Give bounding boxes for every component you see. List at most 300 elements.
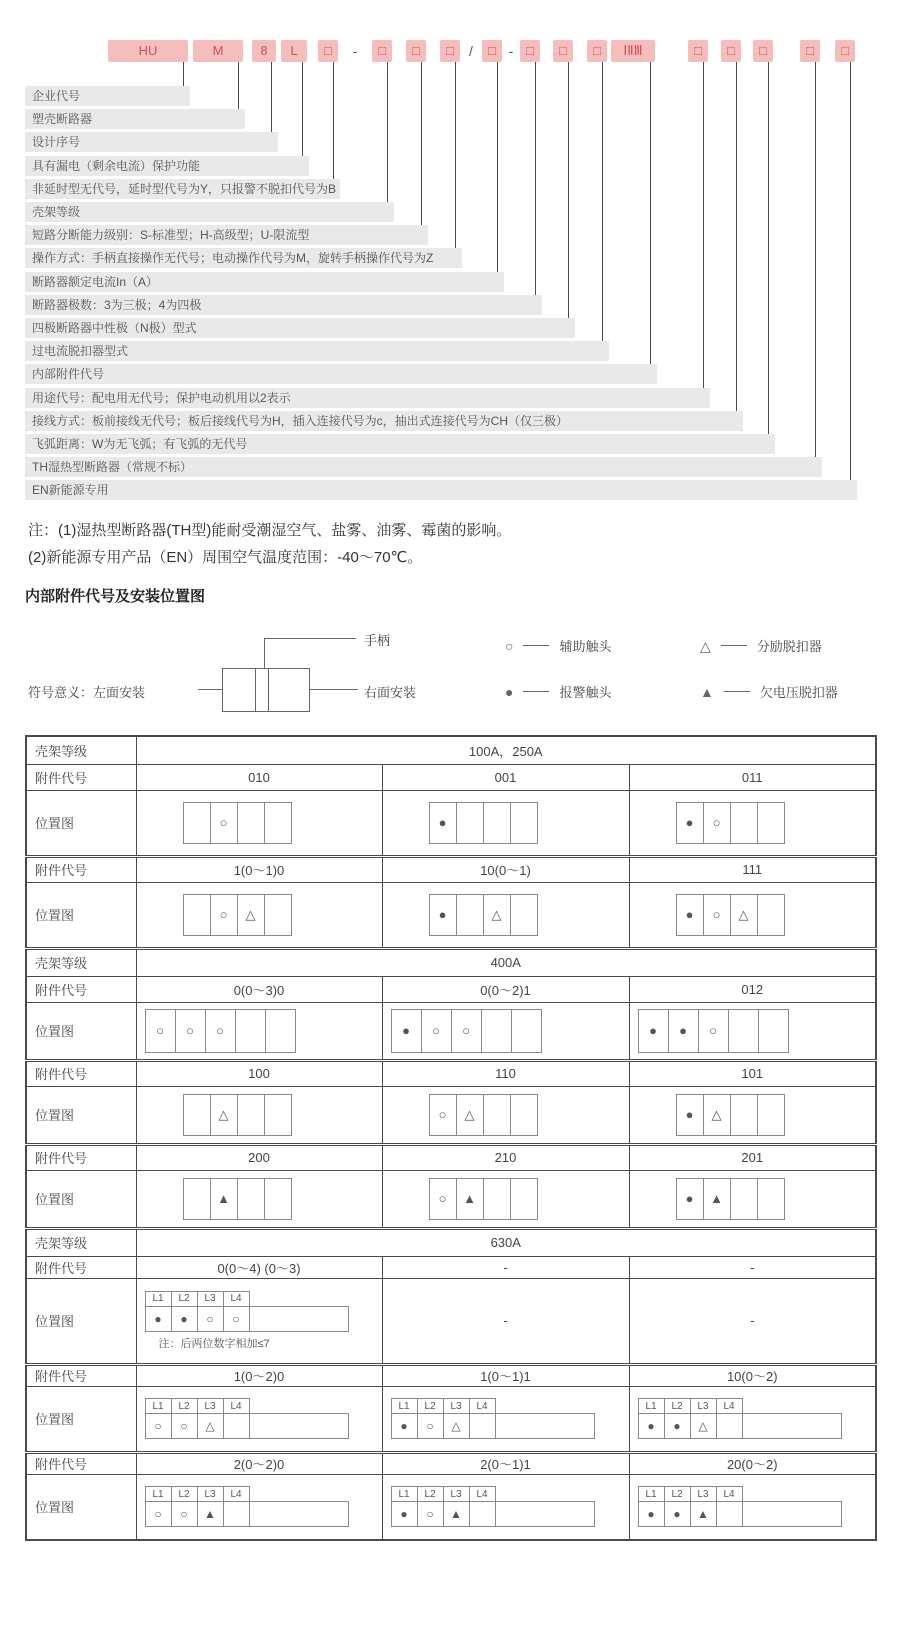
legend-item-label: 分励脱扣器 xyxy=(756,639,822,654)
code-meaning-bar: 飞弧距离：W为无飞弧；有飞弧的无代号 xyxy=(25,434,775,454)
diagram-cell: ● xyxy=(145,1306,172,1332)
accessory-code-cell: 2(0～1)1 xyxy=(382,1452,629,1474)
phase-label-cell: L4 xyxy=(716,1398,743,1414)
phase-label-cell: L3 xyxy=(690,1398,717,1414)
accessory-code-cell: 1(0～1)1 xyxy=(382,1364,629,1386)
phase-label-cell: L3 xyxy=(197,1291,224,1307)
phase-label-cell: L2 xyxy=(417,1486,444,1502)
diagram-cell-row xyxy=(638,1501,876,1527)
model-code-box: □ xyxy=(406,40,426,62)
legend-dash-line xyxy=(724,691,750,692)
accessory-code-cell: 10(0～2) xyxy=(629,1364,876,1386)
row-header-cell: 壳架等级 xyxy=(26,736,136,764)
diagram-cell xyxy=(249,1413,349,1439)
row-header-cell: 附件代号 xyxy=(26,1144,136,1170)
connector-line xyxy=(535,62,536,295)
row-header-cell: 位置图 xyxy=(26,1002,136,1060)
diagram-cell: ● xyxy=(638,1413,665,1439)
accessory-code-cell: 0(0～2)1 xyxy=(382,976,629,1002)
table-row xyxy=(26,790,876,856)
row-header-cell: 壳架等级 xyxy=(26,1228,136,1256)
diagram-cell: ○ xyxy=(417,1413,444,1439)
diagram-cell xyxy=(716,1413,743,1439)
legend-symbol-icon: △ xyxy=(700,637,711,654)
position-diagram-cell xyxy=(382,1278,629,1364)
diagram-cell: △ xyxy=(730,894,758,936)
diagram-cell: ○ xyxy=(223,1306,250,1332)
connector-line xyxy=(650,62,651,364)
note-line-2: (2)新能源专用产品（EN）周围空气温度范围：-40～70℃。 xyxy=(28,549,423,566)
diagram-cell: ○ xyxy=(703,894,731,936)
model-code-box: □ xyxy=(753,40,773,62)
diagram-cell: ● xyxy=(429,802,457,844)
row-header-cell: 附件代号 xyxy=(26,1060,136,1086)
diagram-cell: ○ xyxy=(145,1413,172,1439)
diagram-cell: △ xyxy=(237,894,265,936)
diagram-cell: ▲ xyxy=(443,1501,470,1527)
diagram-cell xyxy=(456,894,484,936)
row-header-cell: 位置图 xyxy=(26,1086,136,1144)
row-header-cell: 附件代号 xyxy=(26,1256,136,1278)
code-meaning-bar: 短路分断能力级别：S-标准型；H-高级型；U-限流型 xyxy=(25,225,428,245)
diagram-cell xyxy=(469,1501,496,1527)
code-meaning-bar: 具有漏电（剩余电流）保护功能 xyxy=(25,156,309,176)
accessory-code-cell: 010 xyxy=(136,764,382,790)
row-header-cell: 位置图 xyxy=(26,1386,136,1452)
diagram-cell xyxy=(510,802,538,844)
model-code-box: □ xyxy=(440,40,460,62)
accessory-code-cell: 1(0～1)0 xyxy=(136,856,382,882)
phase-label-row xyxy=(145,1486,382,1502)
position-diagram xyxy=(183,894,382,936)
right-mount-label: 右面安装 xyxy=(364,685,417,700)
accessory-code-cell: 200 xyxy=(136,1144,382,1170)
position-diagram xyxy=(676,1094,876,1136)
row-header-cell: 位置图 xyxy=(26,790,136,856)
model-code-box: □ xyxy=(520,40,540,62)
phase-label-row xyxy=(638,1398,876,1414)
diagram-cell xyxy=(183,1094,211,1136)
accessory-code-cell: 101 xyxy=(629,1060,876,1086)
position-diagram xyxy=(638,1486,876,1527)
diagram-cell xyxy=(757,1178,785,1220)
diagram-cell xyxy=(183,1178,211,1220)
code-meaning-bar: 内部附件代号 xyxy=(25,364,657,384)
diagram-cell: ○ xyxy=(421,1009,452,1053)
legend-item-label: 辅助触头 xyxy=(559,639,612,654)
diagram-cell xyxy=(757,1094,785,1136)
frame-size-cell: 100A，250A xyxy=(136,736,876,764)
diagram-cell: ○ xyxy=(145,1501,172,1527)
accessory-table-body xyxy=(26,736,876,1540)
handle-lead-line xyxy=(264,638,356,639)
position-diagram: - xyxy=(750,1313,755,1328)
table-row xyxy=(26,1060,876,1086)
code-meaning-bar: 过电流脱扣器型式 xyxy=(25,341,609,361)
diagram-cell: ● xyxy=(429,894,457,936)
position-diagram xyxy=(638,1398,876,1439)
diagram-cell: △ xyxy=(197,1413,224,1439)
legend-dash-line xyxy=(523,645,549,646)
position-diagram-cell xyxy=(136,790,382,856)
row-header-cell: 位置图 xyxy=(26,1170,136,1228)
handle-label: 手柄 xyxy=(364,633,391,648)
diagram-cell: ▲ xyxy=(703,1178,731,1220)
diagram-cell: ○ xyxy=(429,1178,457,1220)
position-diagram-cell xyxy=(136,1386,382,1452)
code-meaning-bar: 断路器极数：3为三极；4为四极 xyxy=(25,295,542,315)
model-code-box: □ xyxy=(587,40,607,62)
position-diagram xyxy=(183,802,382,844)
accessory-code-cell: 012 xyxy=(629,976,876,1002)
right-mount-line xyxy=(310,689,358,690)
table-row xyxy=(26,1364,876,1386)
table-row xyxy=(26,1086,876,1144)
position-diagram: - xyxy=(503,1313,508,1328)
position-diagram-cell xyxy=(629,1086,876,1144)
code-meaning-bar: TH湿热型断路器（常规不标） xyxy=(25,457,822,477)
diagram-cell: ○ xyxy=(205,1009,236,1053)
accessory-code-cell: - xyxy=(629,1256,876,1278)
position-diagram-cell xyxy=(136,1474,382,1540)
diagram-cell-row xyxy=(145,1413,382,1439)
position-diagram xyxy=(391,1398,629,1439)
accessory-code-cell: 1(0～2)0 xyxy=(136,1364,382,1386)
accessory-code-cell: - xyxy=(382,1256,629,1278)
diagram-cell: ○ xyxy=(429,1094,457,1136)
position-diagram-cell xyxy=(382,1086,629,1144)
diagram-cell xyxy=(183,894,211,936)
table-row xyxy=(26,1278,876,1364)
phase-label-cell: L1 xyxy=(638,1486,665,1502)
position-diagram-cell xyxy=(136,1278,382,1364)
diagram-cell-row xyxy=(145,1501,382,1527)
connector-line xyxy=(497,62,498,272)
diagram-cell: ● xyxy=(676,894,704,936)
model-code-box: □ xyxy=(688,40,708,62)
position-diagram-cell xyxy=(629,1386,876,1452)
diagram-cell-row xyxy=(638,1413,876,1439)
model-code-box: □ xyxy=(721,40,741,62)
position-diagram xyxy=(429,1094,629,1136)
position-diagram-cell xyxy=(629,1278,876,1364)
row-header-cell: 附件代号 xyxy=(26,1364,136,1386)
position-diagram-cell xyxy=(629,1474,876,1540)
code-meaning-bar: 企业代号 xyxy=(25,86,190,106)
diagram-cell xyxy=(469,1413,496,1439)
legend-item xyxy=(700,682,838,701)
phase-label-cell: L2 xyxy=(171,1486,198,1502)
position-diagram-cell xyxy=(382,1386,629,1452)
phase-label-row xyxy=(638,1486,876,1502)
diagram-cell: ▲ xyxy=(197,1501,224,1527)
diagram-cell: ○ xyxy=(175,1009,206,1053)
code-meaning-bar: EN新能源专用 xyxy=(25,480,857,500)
position-diagram xyxy=(676,1178,876,1220)
diagram-cell xyxy=(511,1009,542,1053)
model-code-box: 8 xyxy=(252,40,276,62)
phase-label-cell: L1 xyxy=(638,1398,665,1414)
position-diagram-cell xyxy=(382,790,629,856)
accessory-code-cell: 210 xyxy=(382,1144,629,1170)
breaker-figure xyxy=(222,668,310,712)
diagram-cell xyxy=(742,1413,842,1439)
diagram-cell: ○ xyxy=(451,1009,482,1053)
code-meaning-bar: 设计序号 xyxy=(25,132,278,152)
legend-symbol-icon: ○ xyxy=(505,637,514,654)
phase-label-cell: L3 xyxy=(443,1486,470,1502)
accessory-code-cell: 10(0～1) xyxy=(382,856,629,882)
model-code-box: HU xyxy=(108,40,188,62)
position-diagram-cell xyxy=(382,882,629,948)
table-row xyxy=(26,1386,876,1452)
diagram-cell: △ xyxy=(456,1094,484,1136)
phase-label-cell: L2 xyxy=(171,1291,198,1307)
diagram-cell-row xyxy=(391,1501,629,1527)
position-diagram xyxy=(391,1009,629,1053)
position-diagram xyxy=(391,1486,629,1527)
phase-label-cell: L4 xyxy=(716,1486,743,1502)
diagram-cell xyxy=(495,1501,595,1527)
row-header-cell: 附件代号 xyxy=(26,764,136,790)
accessory-code-cell: 0(0～3)0 xyxy=(136,976,382,1002)
phase-label-cell: L4 xyxy=(223,1398,250,1414)
model-code-box: □ xyxy=(482,40,502,62)
accessory-code-cell: 201 xyxy=(629,1144,876,1170)
code-meaning-bar: 四极断路器中性极（N极）型式 xyxy=(25,318,575,338)
connector-line xyxy=(602,62,603,341)
diagram-cell xyxy=(264,894,292,936)
connector-line xyxy=(455,62,456,248)
diagram-cell: ○ xyxy=(171,1501,198,1527)
diagram-cell: ● xyxy=(391,1413,418,1439)
connector-line xyxy=(333,62,334,179)
position-diagram-cell xyxy=(629,1002,876,1060)
diagram-cell: ● xyxy=(638,1009,669,1053)
phase-label-cell: L1 xyxy=(145,1398,172,1414)
phase-label-row xyxy=(391,1398,629,1414)
diagram-cell xyxy=(483,802,511,844)
table-row xyxy=(26,1452,876,1474)
phase-label-cell: L3 xyxy=(197,1398,224,1414)
table-row xyxy=(26,736,876,764)
model-code-box: L xyxy=(281,40,307,62)
diagram-cell: ▲ xyxy=(690,1501,717,1527)
table-row xyxy=(26,856,876,882)
row-header-cell: 附件代号 xyxy=(26,1452,136,1474)
frame-size-cell: 400A xyxy=(136,948,876,976)
accessory-table xyxy=(25,735,877,1541)
phase-label-cell: L2 xyxy=(664,1398,691,1414)
diagram-cell xyxy=(728,1009,759,1053)
section-title: 内部附件代号及安装位置图 xyxy=(25,588,206,605)
phase-label-cell: L4 xyxy=(223,1486,250,1502)
row-header-cell: 位置图 xyxy=(26,1278,136,1364)
diagram-cell xyxy=(249,1501,349,1527)
model-code-box: □ xyxy=(553,40,573,62)
position-diagram xyxy=(183,1178,382,1220)
accessory-code-cell: 111 xyxy=(629,856,876,882)
connector-line xyxy=(703,62,704,388)
accessory-code-cell: 20(0～2) xyxy=(629,1452,876,1474)
phase-label-cell: L1 xyxy=(391,1486,418,1502)
diagram-cell: △ xyxy=(443,1413,470,1439)
connector-line xyxy=(302,62,303,156)
position-diagram-cell xyxy=(136,1170,382,1228)
model-code-box: □ xyxy=(372,40,392,62)
diagram-cell xyxy=(183,802,211,844)
accessory-code-cell: 110 xyxy=(382,1060,629,1086)
table-row xyxy=(26,1474,876,1540)
row-header-cell: 壳架等级 xyxy=(26,948,136,976)
phase-label-cell: L2 xyxy=(417,1398,444,1414)
row-header-cell: 位置图 xyxy=(26,882,136,948)
legend-dash-line xyxy=(721,645,747,646)
diagram-cell xyxy=(730,1094,758,1136)
code-meaning-bar: 断路器额定电流In（A） xyxy=(25,272,504,292)
diagram-cell: ○ xyxy=(171,1413,198,1439)
connector-line xyxy=(850,62,851,480)
connector-line xyxy=(183,62,184,86)
position-diagram xyxy=(183,1094,382,1136)
table-row xyxy=(26,1256,876,1278)
diagram-cell xyxy=(483,1178,511,1220)
connector-line xyxy=(568,62,569,318)
legend-item-label: 报警触头 xyxy=(559,685,612,700)
diagram-cell: ● xyxy=(676,1094,704,1136)
position-diagram xyxy=(676,894,876,936)
phase-label-cell: L2 xyxy=(171,1398,198,1414)
diagram-cell: ● xyxy=(676,1178,704,1220)
phase-label-cell: L2 xyxy=(664,1486,691,1502)
diagram-cell xyxy=(249,1306,349,1332)
position-diagram xyxy=(145,1486,382,1527)
position-diagram xyxy=(638,1009,876,1053)
position-diagram xyxy=(145,1291,382,1351)
diagram-cell xyxy=(758,1009,789,1053)
mounting-legend xyxy=(0,620,900,732)
diagram-cell: ● xyxy=(668,1009,699,1053)
phase-label-row xyxy=(391,1486,629,1502)
position-diagram xyxy=(145,1009,382,1053)
model-code-box: M xyxy=(193,40,243,62)
handle-lead-line-vertical xyxy=(264,638,265,668)
diagram-cell: ● xyxy=(391,1501,418,1527)
diagram-cell: ● xyxy=(391,1009,422,1053)
diagram-cell xyxy=(481,1009,512,1053)
position-diagram-cell xyxy=(629,882,876,948)
code-meaning-bar: 用途代号：配电用无代号；保护电动机用以2表示 xyxy=(25,388,710,408)
phase-label-cell: L3 xyxy=(197,1486,224,1502)
connector-line xyxy=(768,62,769,434)
legend-item xyxy=(505,682,611,701)
diagram-cell xyxy=(730,802,758,844)
diagram-cell: ○ xyxy=(417,1501,444,1527)
model-code-diagram xyxy=(0,0,900,510)
phase-label-cell: L1 xyxy=(145,1486,172,1502)
code-meaning-bar: 非延时型无代号，延时型代号为Y，只报警不脱扣代号为B xyxy=(25,179,340,199)
position-diagram-cell xyxy=(382,1474,629,1540)
diagram-cell: ○ xyxy=(145,1009,176,1053)
diagram-cell xyxy=(237,802,265,844)
model-code-separator: - xyxy=(508,43,514,59)
phase-label-row xyxy=(145,1398,382,1414)
diagram-cell xyxy=(237,1178,265,1220)
table-row xyxy=(26,882,876,948)
position-diagram-cell xyxy=(629,1170,876,1228)
position-diagram xyxy=(429,1178,629,1220)
position-diagram xyxy=(145,1398,382,1439)
connector-line xyxy=(387,62,388,202)
phase-label-cell: L3 xyxy=(690,1486,717,1502)
legend-dash-line xyxy=(523,691,549,692)
legend-symbol-icon: ● xyxy=(505,683,514,700)
diagram-cell xyxy=(264,1178,292,1220)
table-row xyxy=(26,764,876,790)
position-diagram-cell xyxy=(136,1086,382,1144)
diagram-cell: ● xyxy=(638,1501,665,1527)
diagram-cell: ● xyxy=(664,1501,691,1527)
accessory-code-cell: 100 xyxy=(136,1060,382,1086)
legend-item-label: 欠电压脱扣器 xyxy=(759,685,838,700)
position-diagram-cell xyxy=(382,1002,629,1060)
code-meaning-bar: 接线方式：板前接线无代号；板后接线代号为H，插入连接代号为c，抽出式连接代号为CH（仅三极） xyxy=(25,411,743,431)
diagram-cell xyxy=(757,802,785,844)
diagram-cell: ● xyxy=(676,802,704,844)
diagram-cell xyxy=(264,802,292,844)
diagram-cell: △ xyxy=(703,1094,731,1136)
diagram-cell: ● xyxy=(171,1306,198,1332)
model-code-box: ⅠⅡⅢ xyxy=(611,40,655,62)
diagram-cell xyxy=(223,1413,250,1439)
diagram-note: 注：后两位数字相加≤7 xyxy=(158,1337,270,1350)
position-diagram-cell xyxy=(136,1002,382,1060)
diagram-cell xyxy=(483,1094,511,1136)
table-row xyxy=(26,976,876,1002)
table-row xyxy=(26,1002,876,1060)
phase-label-cell: L4 xyxy=(469,1398,496,1414)
diagram-cell xyxy=(237,1094,265,1136)
diagram-cell xyxy=(223,1501,250,1527)
position-diagram xyxy=(676,802,876,844)
meaning-left-mount-label: 符号意义：左面安装 xyxy=(28,685,146,700)
diagram-cell: ○ xyxy=(197,1306,224,1332)
frame-size-cell: 630A xyxy=(136,1228,876,1256)
code-meaning-bar: 塑壳断路器 xyxy=(25,109,245,129)
row-header-cell: 位置图 xyxy=(26,1474,136,1540)
diagram-cell: ▲ xyxy=(210,1178,238,1220)
diagram-cell xyxy=(264,1094,292,1136)
diagram-cell: ○ xyxy=(210,802,238,844)
model-code-separator: - xyxy=(352,43,358,59)
table-row xyxy=(26,1170,876,1228)
connector-line xyxy=(736,62,737,411)
diagram-cell xyxy=(456,802,484,844)
diagram-cell xyxy=(510,1094,538,1136)
diagram-cell xyxy=(495,1413,595,1439)
phase-label-row xyxy=(145,1291,382,1307)
connector-line xyxy=(238,62,239,109)
diagram-cell: ○ xyxy=(698,1009,729,1053)
row-header-cell: 附件代号 xyxy=(26,976,136,1002)
position-diagram-cell xyxy=(382,1170,629,1228)
diagram-cell xyxy=(510,894,538,936)
diagram-cell: ○ xyxy=(703,802,731,844)
phase-label-cell: L4 xyxy=(223,1291,250,1307)
model-code-box: □ xyxy=(318,40,338,62)
diagram-cell xyxy=(265,1009,296,1053)
position-diagram xyxy=(429,802,629,844)
